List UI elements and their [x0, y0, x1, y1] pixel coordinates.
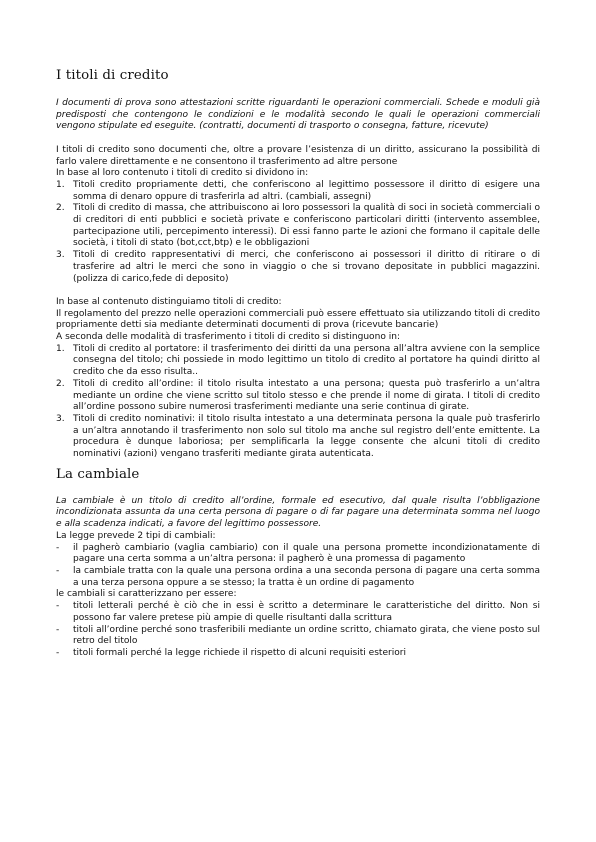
list-item-text: titoli letterali perché è ciò che in essi è scritto a determinare le caratteristiche del diritto. Non si possono far valere pretese più ampie di quelle risultanti dalla scrittura [73, 601, 540, 623]
list-item [56, 648, 540, 660]
list-item [56, 203, 540, 250]
list-item-text: Titoli di credito rappresentativi di merci, che conferiscono ai possessori il diritto di ritirare o di trasferire ad altri le merci che sono in viaggio o che si trovano depositate in pubblici magazzini. (polizza di carico,fede di deposito) [73, 250, 540, 284]
list-item [56, 543, 540, 566]
list-marker: 1. [56, 343, 65, 354]
list-marker: 3. [56, 413, 65, 424]
list-item-text: il pagherò cambiario (vaglia cambiario) con il quale una persona promette incondizionatamente di pagare una certa somma a un’altra persona: il pagherò è una promessa di pagamento [73, 542, 540, 565]
list-item-text: Titoli credito propriamente detti, che conferiscono al legittimo possessore il diritto di esigere una somma di denaro oppure di trasferirla ad altri. (cambiali, assegni) [73, 179, 540, 202]
list-item-text: titoli formali perché la legge richiede il rispetto di alcuni requisiti esteriori [73, 647, 407, 658]
paragraph: La legge prevede 2 tipi di cambiali: [56, 530, 216, 541]
paragraph: In base al contenuto distinguiamo titoli di credito: [56, 296, 282, 307]
list-marker: - [56, 601, 60, 612]
list-item [56, 180, 540, 203]
list-item [56, 379, 540, 414]
list-marker: - [56, 647, 60, 658]
list-marker: 3. [56, 250, 65, 261]
list-marker: 2. [56, 203, 65, 214]
section-title-la-cambiale: La cambiale [56, 466, 140, 482]
paragraph: I titoli di credito sono documenti che, oltre a provare l’esistenza di un diritto, assicurano la possibilità di farlo valere direttamente e ne consentono il trasferimento ad altre persone [56, 144, 540, 167]
list-marker: 2. [56, 378, 65, 389]
intro-paragraph: I documenti di prova sono attestazioni scritte riguardanti le operazioni commerciali. Schede e moduli già predisposti che contengono le condizioni e le modalità secondo le quali le operazioni commerciali vengono stipulate ed eseguite. (contratti, documenti di trasporto o consegna, fatture, ricevute) [56, 98, 540, 132]
section-title-titoli-di-credito: I titoli di credito [56, 68, 169, 83]
list-item-text: la cambiale tratta con la quale una persona ordina a una seconda persona di pagare una certa somma a una terza persona oppure a se stesso; la tratta è un ordine di pagamento [73, 565, 540, 588]
list-item [56, 566, 540, 589]
list-item [56, 250, 540, 285]
list-item [56, 344, 540, 379]
intro-paragraph: La cambiale è un titolo di credito all’ordine, formale ed esecutivo, dal quale risulta l’obbligazione incondizionata assunta da una certa persona di pagare o di far pagare una determinata somma nel luogo e alla scadenza indicati, a favore del legittimo possessore. [56, 495, 540, 530]
numbered-list-contenuto [56, 180, 540, 285]
list-item-text: Titoli di credito di massa, che attribuiscono ai loro possessori la qualità di soci in società commerciali o di creditori di enti pubblici e società private e conferiscono particolari diritti (intervento assemblee, partecipazione utili, percepimento interessi). Di essi fanno parte le azioni che formano il capitale delle società, i titoli di stato (bot,cct,btp) e le obbligazioni [73, 203, 540, 249]
list-item [56, 601, 540, 624]
list-item-text: Titoli di credito nominativi: il titolo risulta intestato a una determinata persona la quale può trasferirlo a un’altra annotando il trasferimento non solo sul titolo ma anche sul registro dell’ente emittente. La procedura è dunque laboriosa; per semplificarla la legge consente che alcuni titoli di credito nominativi (azioni) vengano trasferiti mediante girata autenticata. [73, 413, 540, 460]
paragraph: A seconda delle modalità di trasferimento i titoli di credito si distinguono in: [56, 332, 401, 343]
list-marker: - [56, 624, 60, 635]
list-item [56, 414, 540, 461]
list-item-text: Titoli di credito al portatore: il trasferimento dei diritti da una persona all’altra avviene con la semplice consegna del titolo; chi possiede in modo legittimo un titolo di credito al portatore ha quindi diritto al credito che da esso risulta.. [73, 343, 540, 378]
list-marker: - [56, 565, 60, 576]
list-item-text: Titoli di credito all’ordine: il titolo risulta intestato a una persona; questa può trasferirlo a un’altra mediante un ordine che viene scritto sul titolo stesso e che prende il nome di girata. I titoli di credito all’ordine possono subire numerosi trasferimenti mediante una serie continua di girate. [73, 378, 540, 413]
list-marker: - [56, 542, 60, 553]
numbered-list-trasferimento [56, 344, 540, 461]
paragraph: le cambiali si caratterizzano per essere: [56, 589, 237, 600]
dash-list-tipi-cambiali [56, 543, 540, 590]
list-item [56, 625, 540, 648]
document-content [56, 68, 540, 660]
dash-list-caratteristiche [56, 601, 540, 660]
paragraph: Il regolamento del prezzo nelle operazioni commerciali può essere effettuato sia utilizzando titoli di credito propriamente detti sia mediante determinati documenti di prova (ricevute bancarie) [56, 308, 541, 331]
paragraph: In base al loro contenuto i titoli di credito si dividono in: [56, 168, 309, 179]
list-marker: 1. [56, 179, 65, 190]
list-item-text: titoli all’ordine perché sono trasferibili mediante un ordine scritto, chiamato girata, che viene posto sul retro del titolo [73, 624, 540, 647]
